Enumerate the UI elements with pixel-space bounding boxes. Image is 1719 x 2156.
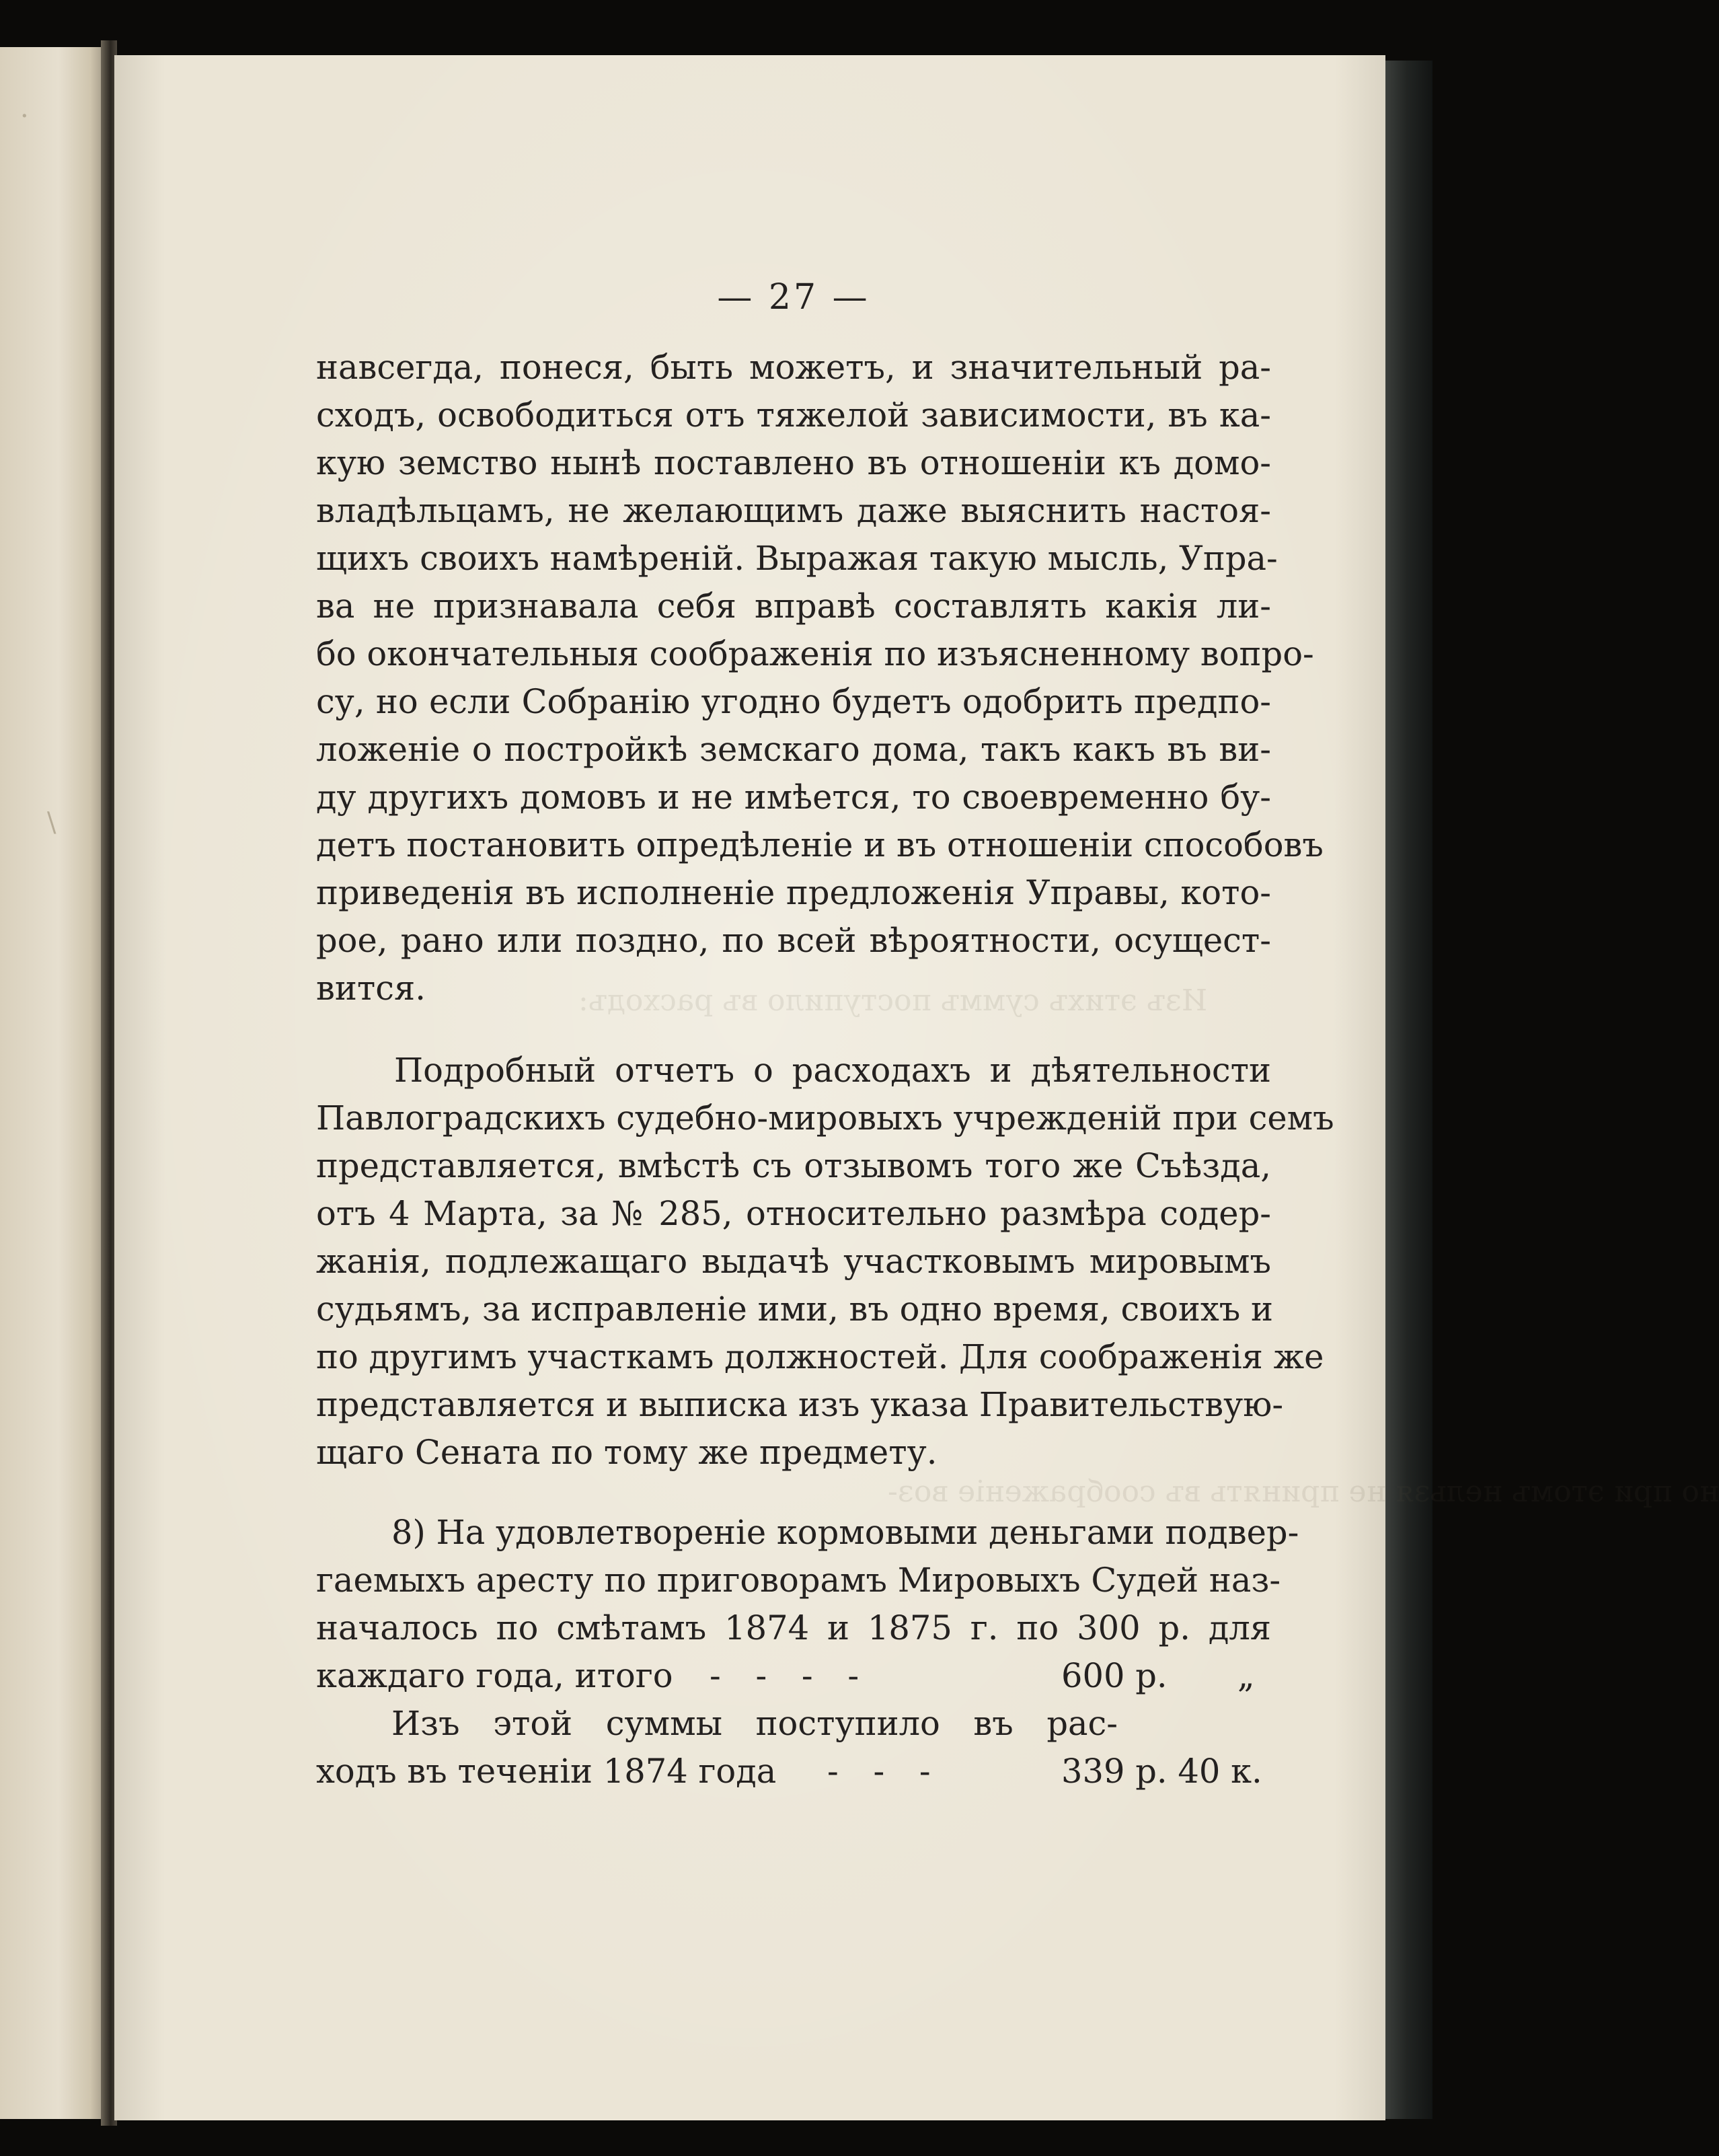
text-line: детъ постановить опредѣленіе и въ отношеніи способовъ	[316, 825, 1324, 864]
text-line: вится.	[316, 969, 426, 1008]
text-line: ложеніе о постройкѣ земскаго дома, такъ какъ въ ви-	[316, 730, 1271, 769]
previous-page-edge	[0, 47, 106, 2119]
text-line: владѣльцамъ, не желающимъ даже выяснить настоя-	[316, 491, 1271, 530]
book-page	[114, 55, 1719, 2120]
text-line: су, но если Собранію угодно будетъ одобрить предпо-	[316, 682, 1271, 721]
text-line: навсегда, понеся, быть можетъ, и значительный ра-	[316, 348, 1271, 387]
ditto-mark: „	[1237, 1656, 1255, 1695]
text-line: 8) На удовлетвореніе кормовыми деньгами подвер-	[391, 1513, 1299, 1552]
ledger-label: ходъ въ теченіи 1874 года	[316, 1752, 777, 1791]
text-line: щихъ своихъ намѣреній. Выражая такую мысль, Упра-	[316, 539, 1278, 578]
ledger-dashes: - - -	[827, 1752, 943, 1791]
text-line: гаемыхъ аресту по приговорамъ Мировыхъ Судей наз-	[316, 1561, 1281, 1600]
text-line: Подробный отчетъ о расходахъ и дѣятельности	[394, 1051, 1271, 1090]
text-line: Изъ этой суммы поступило въ рас-	[391, 1704, 1118, 1743]
text-line: приведенія въ исполненіе предложенія Управы, кото-	[316, 873, 1271, 912]
text-line: бо окончательныя соображенія по изъясненному вопро-	[316, 634, 1314, 673]
text-line: по другимъ участкамъ должностей. Для соображенія же	[316, 1337, 1324, 1376]
ledger-line-spent	[316, 1751, 1271, 1791]
book-edge	[1385, 61, 1432, 2119]
text-line: судьямъ, за исправленіе ими, въ одно время, своихъ и	[316, 1290, 1274, 1329]
text-line: представляется и выписка изъ указа Правительствую-	[316, 1385, 1284, 1424]
ledger-amount: 600 р.	[1061, 1656, 1168, 1695]
text-line: Павлоградскихъ судебно-мировыхъ учрежденій при семъ	[316, 1099, 1334, 1138]
text-line: отъ 4 Марта, за № 285, относительно размѣра содер-	[316, 1194, 1271, 1233]
ledger-dashes: - - - -	[710, 1656, 872, 1695]
text-line: началось по смѣтамъ 1874 и 1875 г. по 300 р. для	[316, 1608, 1271, 1647]
text-line: жанія, подлежащаго выдачѣ участковымъ мировымъ	[316, 1242, 1271, 1281]
text-line: щаго Сената по тому же предмету.	[316, 1433, 938, 1472]
text-line: ду другихъ домовъ и не имѣется, то своевременно бу-	[316, 778, 1271, 817]
bleed-through-text-1: Изъ этихъ суммъ поступило въ расходъ:	[578, 983, 1208, 1018]
text-line: представляется, вмѣстѣ съ отзывомъ того же Съѣзда,	[316, 1146, 1271, 1185]
text-line: сходъ, освободиться отъ тяжелой зависимости, въ ка-	[316, 396, 1271, 435]
text-line: ва не признавала себя вправѣ составлять какія ли-	[316, 587, 1271, 626]
ledger-amount: 339 р. 40 к.	[1061, 1752, 1262, 1791]
page-speck: \	[47, 807, 56, 838]
page-speck: ·	[20, 101, 29, 132]
ledger-label: каждаго года, итого	[316, 1656, 673, 1695]
text-line: рое, рано или поздно, по всей вѣроятности, осущест-	[316, 921, 1271, 960]
page-number: — 27 —	[717, 277, 870, 318]
ledger-line-total	[316, 1656, 1271, 1696]
bleed-through-text-2: но при этомъ нельзя не принять въ соображеніе воз-	[888, 1475, 1719, 1509]
text-line: кую земство нынѣ поставлено въ отношеніи къ домо-	[316, 443, 1271, 482]
